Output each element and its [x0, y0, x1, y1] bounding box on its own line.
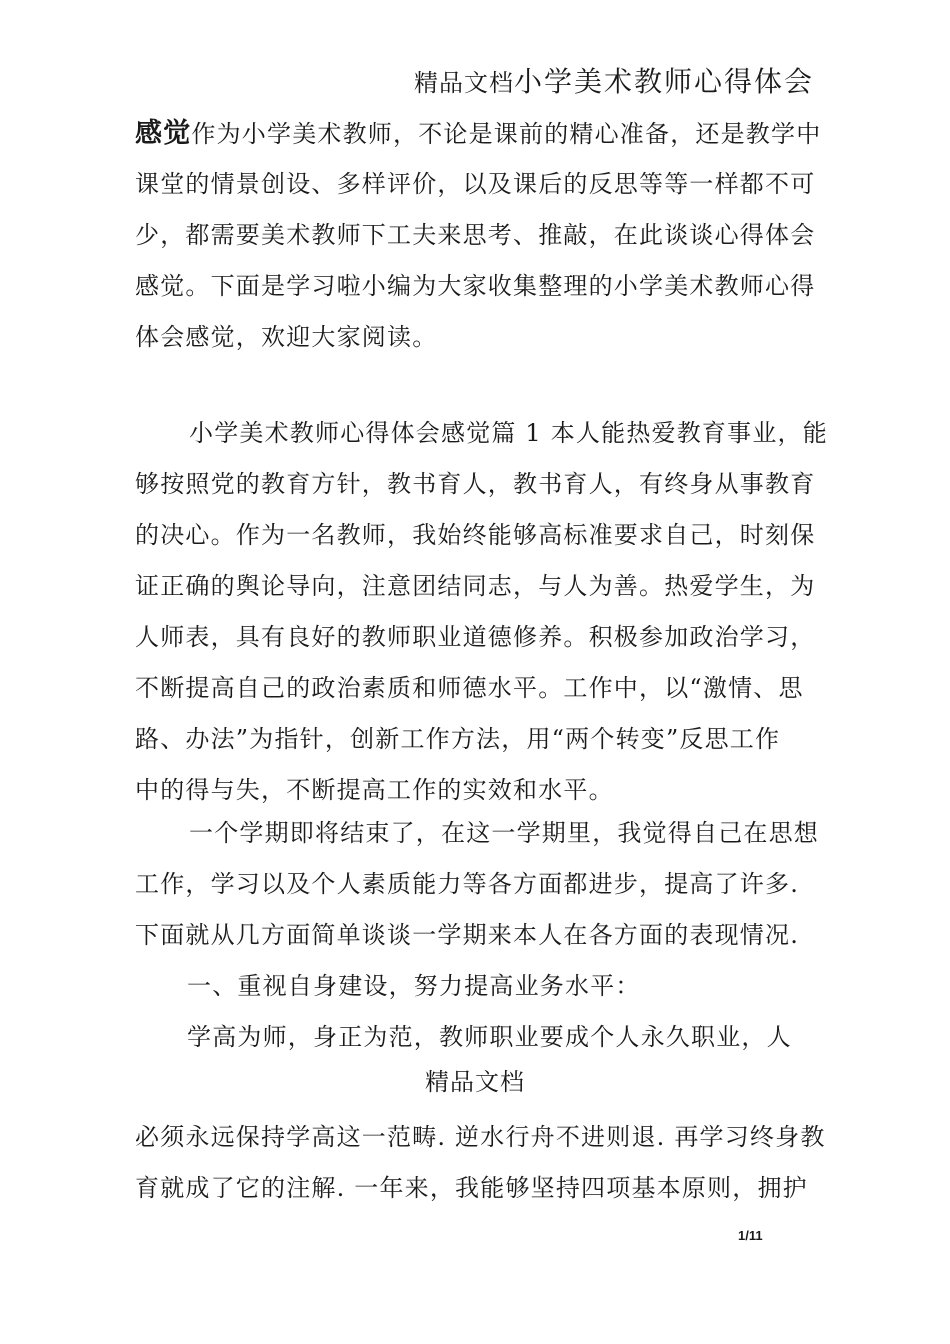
text-line: 下面就从几方面简单谈谈一学期来本人在各方面的表现情况.	[135, 921, 800, 949]
text-line: 中的得与失，不断提高工作的实效和水平。	[135, 776, 614, 804]
text-line: 一个学期即将结束了，在这一学期里，我觉得自己在思想	[189, 819, 819, 847]
text-line: 学高为师，身正为范，教师职业要成个人永久职业，人	[187, 1023, 792, 1051]
page-number: 1/11	[738, 1228, 763, 1243]
text-line: 课堂的情景创设、多样评价，以及课后的反思等等一样都不可	[135, 170, 816, 198]
text-line: 不断提高自己的政治素质和师德水平。工作中，以“激情、思	[135, 674, 804, 702]
paragraph-2	[135, 808, 835, 1063]
text-line: 感觉。下面是学习啦小编为大家收集整理的小学美术教师心得	[135, 272, 816, 300]
text-line: 育就成了它的注解. 一年来，我能够坚持四项基本原则，拥护	[135, 1174, 808, 1202]
text-line: 路、办法”为指针，创新工作方法，用“两个转变”反思工作	[135, 725, 781, 753]
text-line: 必须永远保持学高这一范畴. 逆水行舟不进则退. 再学习终身教	[135, 1123, 826, 1151]
text-line: 工作，学习以及个人素质能力等各方面都进步，提高了许多.	[135, 870, 800, 898]
text-line: 的决心。作为一名教师，我始终能够高标准要求自己，时刻保	[135, 521, 816, 549]
text-line: 体会感觉，欢迎大家阅读。	[135, 323, 438, 351]
text-line: 证正确的舆论导向，注意团结同志，与人为善。热爱学生，为	[135, 572, 816, 600]
page-footer-label: 精品文档	[425, 1068, 525, 1096]
paragraph-1	[135, 408, 835, 816]
header-prefix: 精品文档	[414, 69, 514, 97]
document-title: 小学美术教师心得体会	[514, 65, 815, 98]
title-continuation: 感觉	[135, 118, 192, 149]
text-line: 少，都需要美术教师下工夫来思考、推敲，在此谈谈心得体会	[135, 221, 816, 249]
intro-line-1: 作为小学美术教师，不论是课前的精心准备，还是教学中	[191, 120, 822, 148]
text-line: 人师表，具有良好的教师职业道德修养。积极参加政治学习，	[135, 623, 816, 651]
text-line	[135, 108, 835, 159]
text-line: 小学美术教师心得体会感觉篇 1 本人能热爱教育事业，能	[189, 419, 828, 447]
text-line: 够按照党的教育方针，教书育人，教书育人，有终身从事教育	[135, 470, 816, 498]
intro-paragraph	[135, 108, 835, 363]
page-header	[414, 62, 814, 106]
paragraph-3	[135, 1112, 835, 1214]
section-heading: 一、重视自身建设，努力提高业务水平：	[187, 972, 641, 1000]
